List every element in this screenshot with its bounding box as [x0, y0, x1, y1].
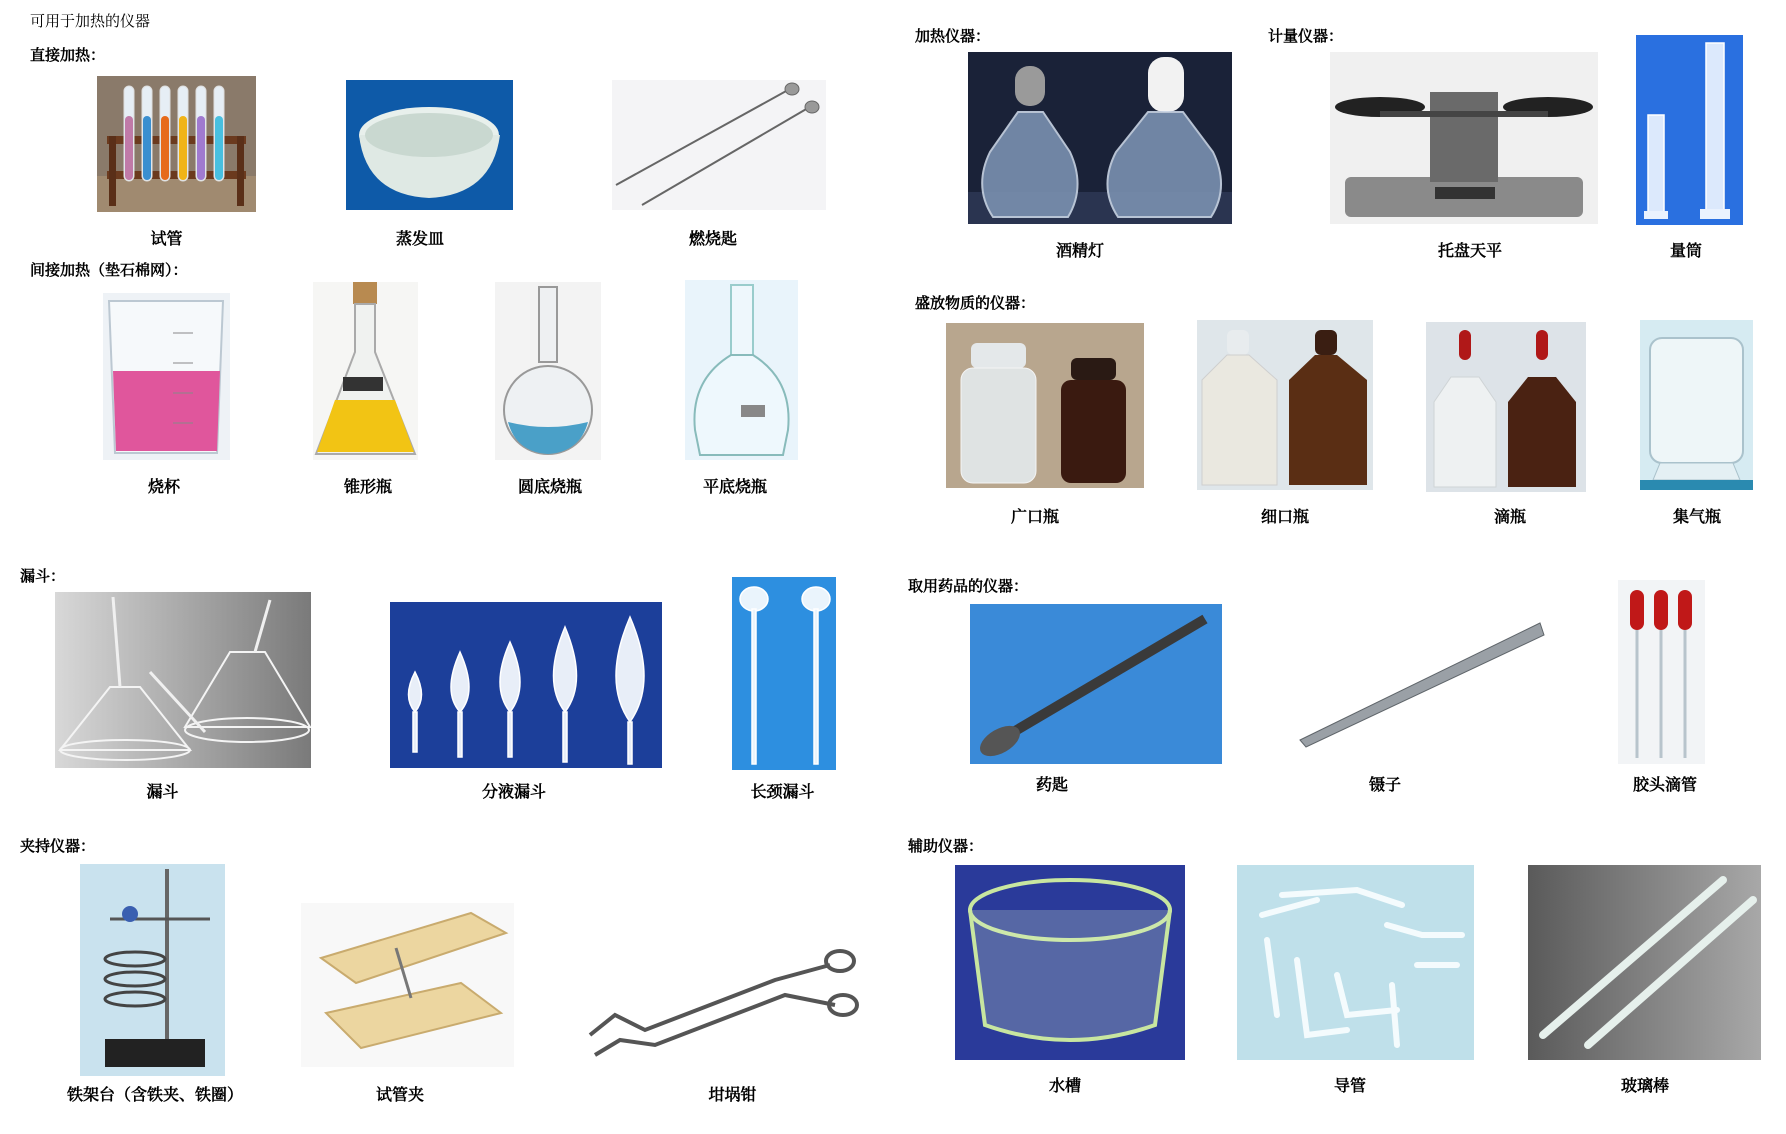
- caption-round-bottom-flask: 圆底烧瓶: [517, 477, 582, 496]
- dropper-bottle-image: [1426, 322, 1586, 492]
- caption-alcohol-lamp: 酒精灯: [1055, 241, 1104, 260]
- indirect-heating-heading: 间接加热（垫石棉网）：: [30, 261, 188, 279]
- caption-evaporating-dish: 蒸发皿: [395, 229, 444, 248]
- narrow-mouth-bottle-image: [1197, 320, 1373, 490]
- caption-crucible-tongs: 坩埚钳: [708, 1085, 757, 1104]
- alcohol-lamp-image: [968, 52, 1232, 224]
- caption-medicine-spoon: 药匙: [1035, 775, 1068, 794]
- separatory-funnel-image: [390, 602, 662, 768]
- caption-glass-tube: 导管: [1333, 1076, 1366, 1095]
- caption-flat-bottom-flask: 平底烧瓶: [702, 477, 767, 496]
- caption-tweezers: 镊子: [1368, 775, 1401, 794]
- clamp-heading: 夹持仪器：: [20, 837, 96, 855]
- caption-iron-stand: 铁架台（含铁夹、铁圈）: [66, 1085, 243, 1104]
- iron-stand-image: [80, 864, 225, 1076]
- heating-instruments-heading: 加热仪器：: [915, 27, 991, 45]
- long-neck-funnel-image: [732, 577, 836, 770]
- caption-test-tube-clamp: 试管夹: [375, 1085, 424, 1104]
- beaker-image: [103, 293, 230, 460]
- funnel-image: [55, 592, 311, 768]
- combustion-spoon-image: [612, 80, 826, 210]
- rubber-dropper-image: [1618, 580, 1705, 764]
- caption-graduated-cylinder: 量筒: [1669, 241, 1702, 260]
- caption-combustion-spoon: 燃烧匙: [688, 229, 737, 248]
- test-tube-rack-image: [97, 76, 256, 212]
- caption-wide-mouth-bottle: 广口瓶: [1010, 507, 1059, 526]
- auxiliary-instruments-heading: 辅助仪器：: [908, 837, 984, 855]
- page-title: 可用于加热的仪器: [30, 12, 151, 30]
- caption-glass-rod: 玻璃棒: [1620, 1076, 1669, 1095]
- water-trough-image: [955, 865, 1185, 1060]
- funnel-heading: 漏斗：: [20, 567, 66, 585]
- graduated-cylinder-image: [1636, 35, 1743, 225]
- glass-rod-image: [1528, 865, 1761, 1060]
- glass-tube-image: [1237, 865, 1474, 1060]
- caption-test-tube: 试管: [150, 229, 183, 248]
- evaporating-dish-image: [346, 80, 513, 210]
- wide-mouth-bottle-image: [946, 323, 1144, 488]
- direct-heating-heading: 直接加热：: [30, 46, 106, 64]
- storage-instruments-heading: 盛放物质的仪器：: [915, 294, 1036, 312]
- tweezers-image: [1290, 605, 1550, 755]
- caption-beaker: 烧杯: [147, 477, 180, 496]
- caption-long-neck-funnel: 长颈漏斗: [750, 782, 815, 801]
- conical-flask-image: [313, 282, 418, 460]
- flat-bottom-flask-image: [685, 280, 798, 460]
- caption-separatory-funnel: 分液漏斗: [481, 782, 546, 801]
- caption-narrow-mouth-bottle: 细口瓶: [1260, 507, 1309, 526]
- caption-rubber-dropper: 胶头滴管: [1632, 775, 1697, 794]
- caption-funnel: 漏斗: [146, 782, 179, 801]
- caption-water-trough: 水槽: [1048, 1076, 1081, 1095]
- round-bottom-flask-image: [495, 282, 601, 460]
- taking-instruments-heading: 取用药品的仪器：: [908, 577, 1029, 595]
- gas-jar-image: [1640, 320, 1753, 490]
- caption-dropper-bottle: 滴瓶: [1493, 507, 1526, 526]
- caption-balance: 托盘天平: [1437, 241, 1502, 260]
- caption-gas-jar: 集气瓶: [1672, 507, 1721, 526]
- measuring-instruments-heading: 计量仪器：: [1268, 27, 1344, 45]
- caption-conical-flask: 锥形瓶: [343, 477, 392, 496]
- medicine-spoon-image: [970, 604, 1222, 764]
- balance-image: [1330, 52, 1598, 224]
- crucible-tongs-image: [585, 945, 860, 1070]
- test-tube-clamp-image: [301, 903, 514, 1067]
